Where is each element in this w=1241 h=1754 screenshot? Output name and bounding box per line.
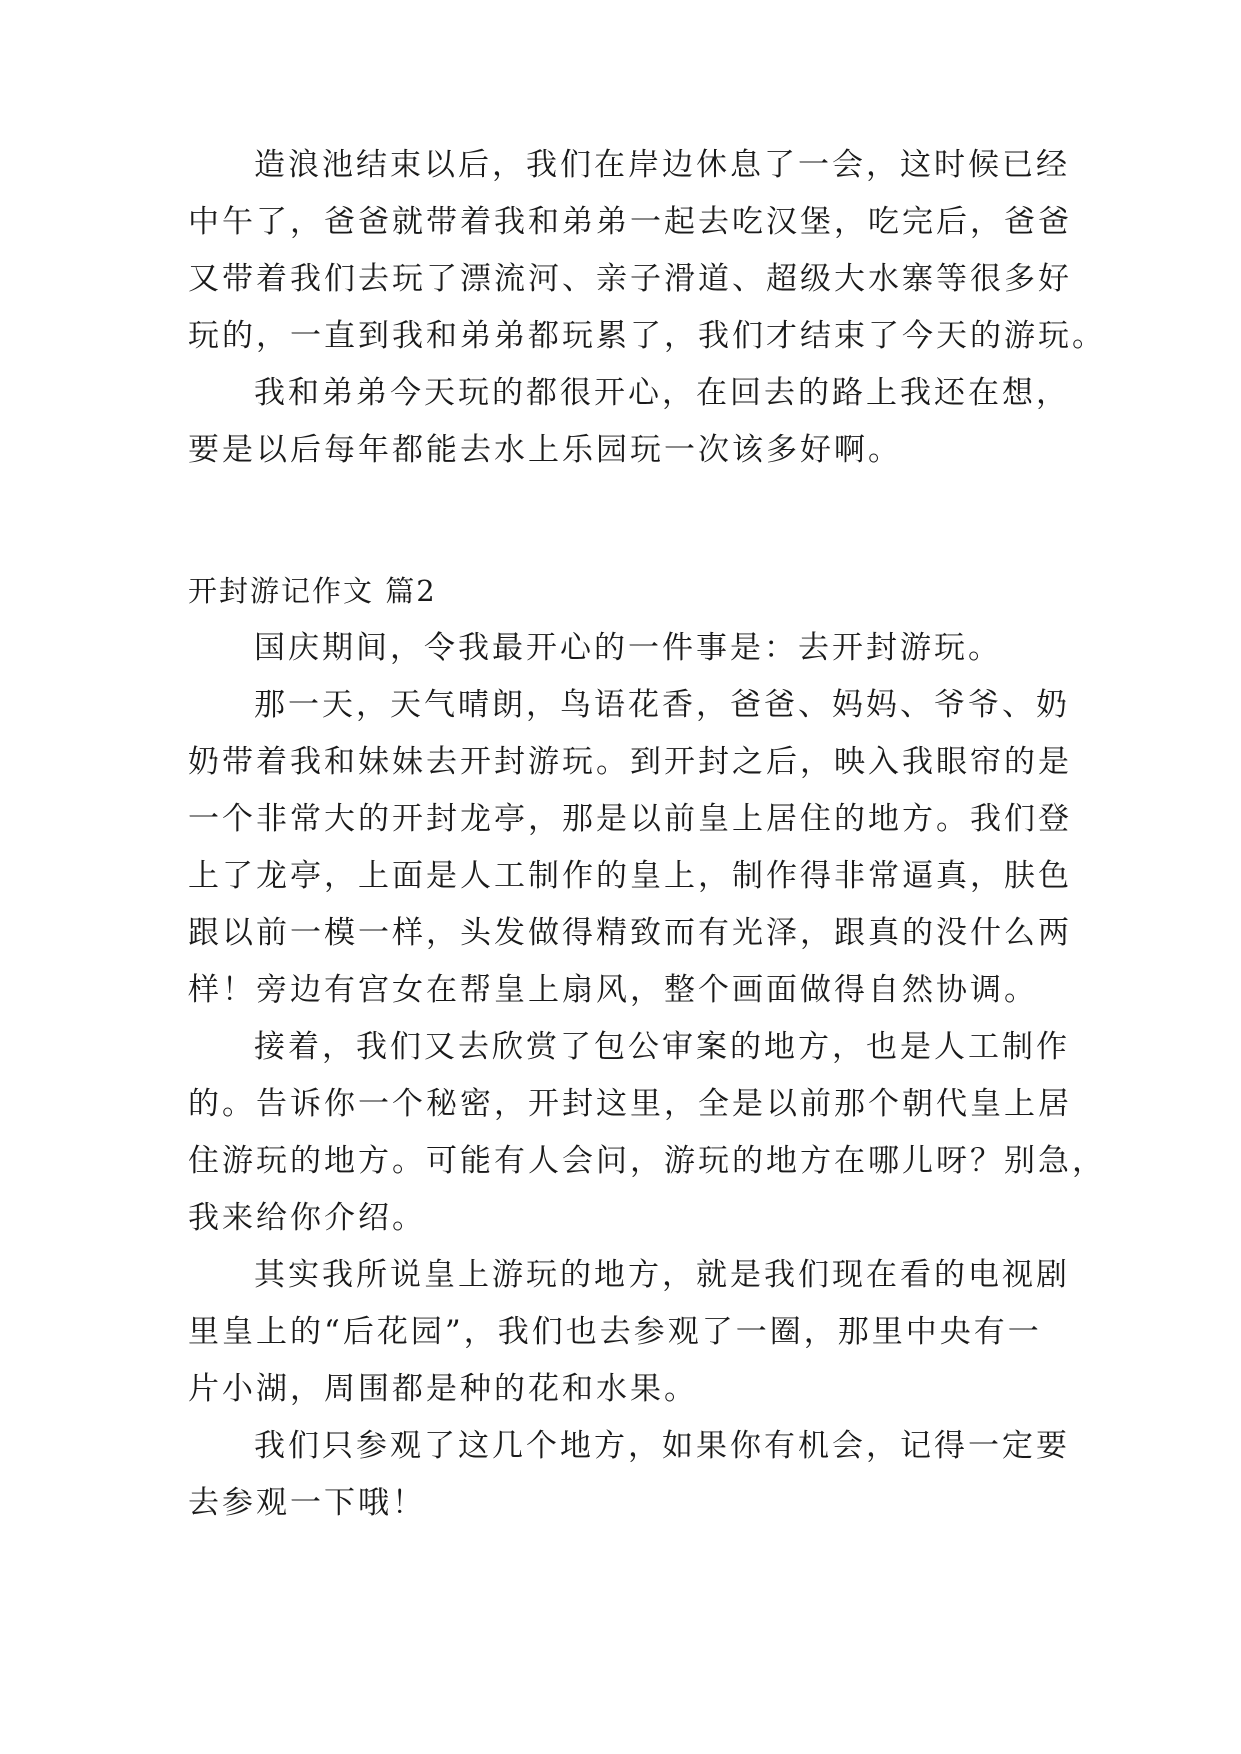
text-line: 玩的，一直到我和弟弟都玩累了，我们才结束了今天的游玩。 xyxy=(188,318,1106,354)
section-heading: 开封游记作文 篇2 xyxy=(188,574,437,608)
paragraph-6 xyxy=(188,1247,1068,1418)
text-line: 奶带着我和妹妹去开封游玩。到开封之后，映入我眼帘的是 xyxy=(188,744,1072,780)
text-line: 中午了，爸爸就带着我和弟弟一起去吃汉堡，吃完后，爸爸 xyxy=(188,204,1072,240)
text-line: 其实我所说皇上游玩的地方，就是我们现在看的电视剧 xyxy=(254,1257,1070,1293)
text-line: 又带着我们去玩了漂流河、亲子滑道、超级大水寨等很多好 xyxy=(188,261,1072,297)
text-line: 我和弟弟今天玩的都很开心，在回去的路上我还在想， xyxy=(254,375,1070,411)
text-line: 一个非常大的开封龙亭，那是以前皇上居住的地方。我们登 xyxy=(188,801,1072,837)
text-line: 住游玩的地方。可能有人会问，游玩的地方在哪儿呀？别急， xyxy=(188,1143,1106,1179)
text-line: 片小湖，周围都是种的花和水果。 xyxy=(188,1371,698,1407)
paragraph-4 xyxy=(188,677,1072,1019)
text-line: 接着，我们又去欣赏了包公审案的地方，也是人工制作 xyxy=(254,1029,1070,1065)
text-line: 我们只参观了这几个地方，如果你有机会，记得一定要 xyxy=(254,1428,1070,1464)
text-line: 那一天，天气晴朗，鸟语花香，爸爸、妈妈、爷爷、奶 xyxy=(254,687,1070,723)
text-line: 要是以后每年都能去水上乐园玩一次该多好啊。 xyxy=(188,432,902,468)
text-line: 跟以前一模一样，头发做得精致而有光泽，跟真的没什么两 xyxy=(188,915,1072,951)
text-line: 国庆期间，令我最开心的一件事是：去开封游玩。 xyxy=(254,630,1002,666)
text-line: 样！旁边有宫女在帮皇上扇风，整个画面做得自然协调。 xyxy=(188,972,1038,1008)
text-line: 的。告诉你一个秘密，开封这里，全是以前那个朝代皇上居 xyxy=(188,1086,1072,1122)
text-line: 我来给你介绍。 xyxy=(188,1200,426,1236)
paragraph-7 xyxy=(188,1418,1068,1532)
section-heading-block xyxy=(188,563,1068,620)
paragraph-1 xyxy=(188,137,1106,365)
text-line: 去参观一下哦！ xyxy=(188,1485,426,1521)
text-line: 里皇上的“后花园”，我们也去参观了一圈，那里中央有一 xyxy=(188,1314,1042,1350)
text-line: 造浪池结束以后，我们在岸边休息了一会，这时候已经 xyxy=(254,147,1070,183)
paragraph-2 xyxy=(188,365,1068,479)
paragraph-5 xyxy=(188,1019,1106,1247)
text-line: 上了龙亭，上面是人工制作的皇上，制作得非常逼真，肤色 xyxy=(188,858,1072,894)
paragraph-3 xyxy=(188,620,1068,677)
